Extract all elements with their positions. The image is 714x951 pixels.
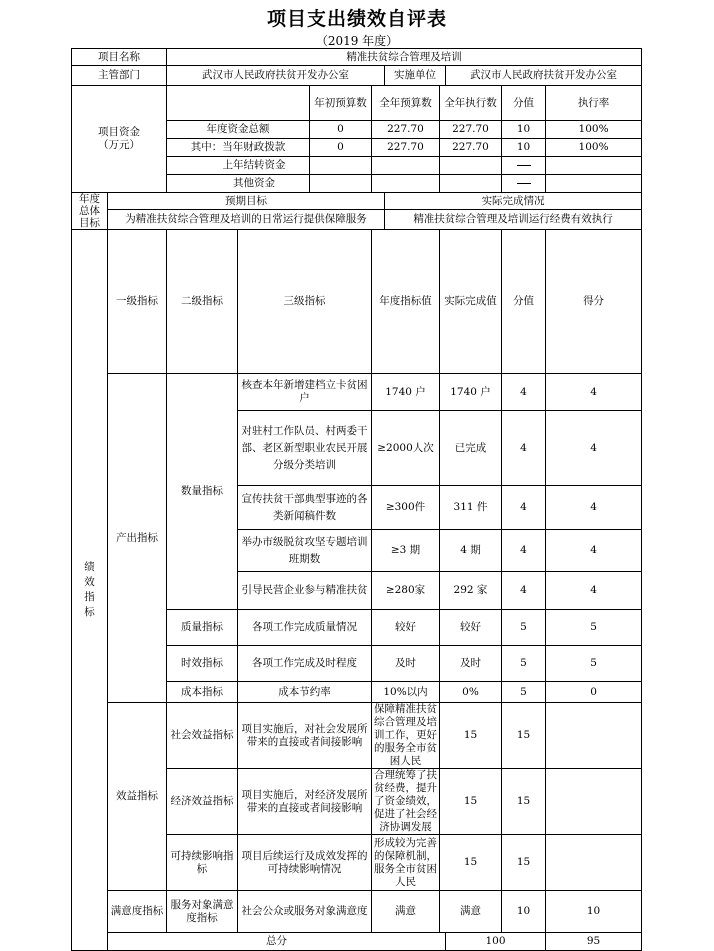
page-subtitle: （2019 年度） xyxy=(315,34,399,48)
benefit-row-actual: 形成较为完善的保障机制，服务全市贫困人民 xyxy=(372,835,440,891)
benefit-row-name: 项目实施后，对经济发展所带来的直接或者间接影响 xyxy=(238,769,372,835)
dept-label: 主管部门 xyxy=(72,66,167,86)
quality-name: 各项工作完成质量情况 xyxy=(238,610,372,646)
funds-header-rate: 执行率 xyxy=(546,86,642,121)
overall-label: 年度总体目标 xyxy=(72,193,108,230)
dept-value: 武汉市人民政府扶贫开发办公室 xyxy=(167,66,385,86)
indicator-target: 1740 户 xyxy=(372,374,440,411)
impl-unit-value: 武汉市人民政府扶贫开发办公室 xyxy=(446,66,642,86)
satisfaction-label: 服务对象满意度指标 xyxy=(167,891,238,933)
perf-label-cell xyxy=(72,230,108,951)
indicator-score: 5 xyxy=(546,646,642,682)
funds-row-rate xyxy=(546,157,642,175)
indicator-weight: 4 xyxy=(502,572,546,610)
indicator-score: 4 xyxy=(546,411,642,486)
satisfaction-actual: 满意 xyxy=(440,891,502,933)
timeliness-name: 各项工作完成及时程度 xyxy=(238,646,372,682)
funds-row-rate: 100% xyxy=(546,121,642,139)
timeliness-target: 及时 xyxy=(372,646,440,682)
benefit-row-label: 社会效益指标 xyxy=(167,703,238,769)
page-title: 项目支出绩效自评表 xyxy=(266,8,447,30)
funds-row-label: 上年结转资金 xyxy=(167,157,310,175)
funds-header-blank xyxy=(167,86,310,121)
indicator-target: ≥3 期 xyxy=(372,530,440,572)
indicator-weight: 4 xyxy=(502,411,546,486)
project-name-value: 精准扶贫综合管理及培训 xyxy=(167,49,642,66)
ind-header-level1: 一级指标 xyxy=(108,230,167,374)
dash-mark xyxy=(517,165,531,166)
indicator-weight: 4 xyxy=(502,374,546,411)
funds-label-cell xyxy=(72,86,167,193)
indicator-actual: 1740 户 xyxy=(440,374,502,411)
funds-row-weight: 10 xyxy=(502,139,546,157)
funds-row-weight xyxy=(502,157,546,175)
funds-row-exec: 227.70 xyxy=(440,121,502,139)
ind-header-weight: 分值 xyxy=(502,230,546,374)
benefit-row-name: 项目后续运行及成效发挥的可持续影响情况 xyxy=(238,835,372,891)
indicator-weight: 4 xyxy=(502,486,546,530)
impl-unit-label: 实施单位 xyxy=(385,66,446,86)
expected-text: 为精准扶贫综合管理及培训的日常运行提供保障服务 xyxy=(108,210,385,230)
indicator-weight: 4 xyxy=(502,530,546,572)
satisfaction-name: 社会公众或服务对象满意度 xyxy=(238,891,372,933)
satisfaction-level1: 满意度指标 xyxy=(108,891,167,933)
indicator-score: 4 xyxy=(546,486,642,530)
funds-row-label: 其他资金 xyxy=(167,175,310,193)
timeliness-weight: 5 xyxy=(502,646,546,682)
ind-header-level3: 三级指标 xyxy=(238,230,372,374)
funds-row-budget: 227.70 xyxy=(372,121,440,139)
funds-row-rate xyxy=(546,175,642,193)
funds-unit: （万元） xyxy=(98,139,140,151)
indicator-score: 5 xyxy=(546,610,642,646)
funds-row-initial xyxy=(310,157,372,175)
total-label: 总分 xyxy=(108,933,446,951)
quality-target: 较好 xyxy=(372,610,440,646)
indicator-name: 举办市级脱贫攻坚专题培训班期数 xyxy=(238,530,372,572)
perf-label: 绩效指标 xyxy=(84,561,95,618)
quantity-label: 数量指标 xyxy=(167,374,238,610)
funds-row-exec xyxy=(440,157,502,175)
benefit-row-score: 15 xyxy=(502,769,546,835)
indicator-actual: 311 件 xyxy=(440,486,502,530)
benefit-row-label: 经济效益指标 xyxy=(167,769,238,835)
output-label: 产出指标 xyxy=(108,374,167,703)
indicator-score: 4 xyxy=(546,374,642,411)
quality-actual: 较好 xyxy=(440,610,502,646)
quality-weight: 5 xyxy=(502,610,546,646)
funds-header-initial: 年初预算数 xyxy=(310,86,372,121)
benefit-label: 效益指标 xyxy=(108,703,167,891)
indicator-actual: 292 家 xyxy=(440,572,502,610)
funds-header-budget: 全年预算数 xyxy=(372,86,440,121)
indicator-target: ≥280家 xyxy=(372,572,440,610)
evaluation-table xyxy=(71,48,642,951)
cost-name: 成本节约率 xyxy=(238,682,372,703)
funds-label: 项目资金 xyxy=(98,126,140,138)
funds-row-initial: 0 xyxy=(310,139,372,157)
actual-header: 实际完成情况 xyxy=(385,193,642,210)
indicator-score: 4 xyxy=(546,530,642,572)
indicator-actual: 4 期 xyxy=(440,530,502,572)
benefit-row-actual: 保障精准扶贫综合管理及培训工作，更好的服务全市贫困人民 xyxy=(372,703,440,769)
funds-row-budget: 227.70 xyxy=(372,139,440,157)
total-score: 95 xyxy=(546,933,642,951)
funds-row-weight xyxy=(502,175,546,193)
indicator-name: 核查本年新增建档立卡贫困户 xyxy=(238,374,372,411)
cost-label: 成本指标 xyxy=(167,682,238,703)
benefit-row-score: 15 xyxy=(502,703,546,769)
dash-mark xyxy=(517,183,531,184)
actual-text: 精准扶贫综合管理及培训运行经费有效执行 xyxy=(385,210,642,230)
funds-row-weight: 10 xyxy=(502,121,546,139)
indicator-actual: 已完成 xyxy=(440,411,502,486)
satisfaction-score: 10 xyxy=(546,891,642,933)
funds-row-label: 其中：当年财政拨款 xyxy=(167,139,310,157)
indicator-target: ≥2000人次 xyxy=(372,411,440,486)
funds-row-initial: 0 xyxy=(310,121,372,139)
quality-label: 质量指标 xyxy=(167,610,238,646)
benefit-row-actual: 合理统筹了扶贫经费，提升了资金绩效，促进了社会经济协调发展 xyxy=(372,769,440,835)
timeliness-actual: 及时 xyxy=(440,646,502,682)
benefit-row-name: 项目实施后，对社会发展所带来的直接或者间接影响 xyxy=(238,703,372,769)
benefit-row-weight: 15 xyxy=(440,769,502,835)
ind-header-score: 得分 xyxy=(546,230,642,374)
benefit-row-reason xyxy=(546,769,642,835)
benefit-row-reason xyxy=(546,703,642,769)
indicator-score: 4 xyxy=(546,572,642,610)
indicator-target: ≥300件 xyxy=(372,486,440,530)
benefit-row-reason xyxy=(546,835,642,891)
funds-row-budget xyxy=(372,157,440,175)
cost-weight: 5 xyxy=(502,682,546,703)
satisfaction-weight: 10 xyxy=(502,891,546,933)
indicator-name: 引导民营企业参与精准扶贫 xyxy=(238,572,372,610)
total-weight: 100 xyxy=(446,933,546,951)
funds-row-exec: 227.70 xyxy=(440,139,502,157)
ind-header-level2: 二级指标 xyxy=(167,230,238,374)
ind-header-target: 年度指标值 xyxy=(372,230,440,374)
expected-header: 预期目标 xyxy=(108,193,385,210)
ind-header-actual: 实际完成值 xyxy=(440,230,502,374)
funds-row-rate: 100% xyxy=(546,139,642,157)
funds-row-budget xyxy=(372,175,440,193)
project-name-label: 项目名称 xyxy=(72,49,167,66)
funds-row-exec xyxy=(440,175,502,193)
indicator-score: 0 xyxy=(546,682,642,703)
satisfaction-target: 满意 xyxy=(372,891,440,933)
cost-actual: 0% xyxy=(440,682,502,703)
benefit-row-label: 可持续影响指标 xyxy=(167,835,238,891)
timeliness-label: 时效指标 xyxy=(167,646,238,682)
benefit-row-weight: 15 xyxy=(440,835,502,891)
benefit-row-score: 15 xyxy=(502,835,546,891)
funds-row-label: 年度资金总额 xyxy=(167,121,310,139)
cost-target: 10%以内 xyxy=(372,682,440,703)
funds-row-initial xyxy=(310,175,372,193)
funds-header-exec: 全年执行数 xyxy=(440,86,502,121)
funds-header-weight: 分值 xyxy=(502,86,546,121)
indicator-name: 宣传扶贫干部典型事迹的各类新闻稿件数 xyxy=(238,486,372,530)
indicator-name: 对驻村工作队员、村两委干部、老区新型职业农民开展分级分类培训 xyxy=(238,411,372,486)
benefit-row-weight: 15 xyxy=(440,703,502,769)
